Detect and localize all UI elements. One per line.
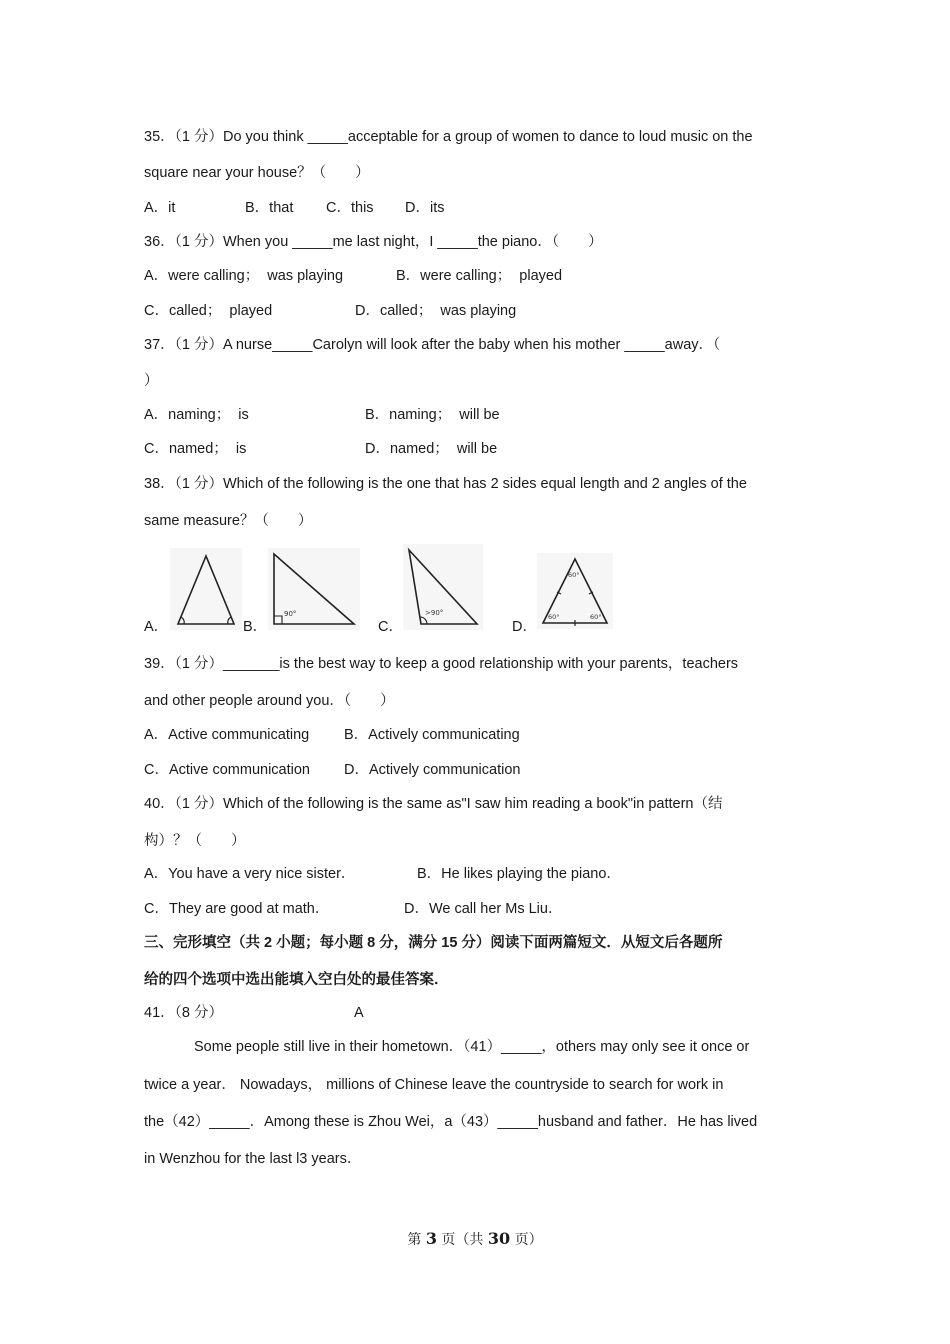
- q41-passage-title: A: [354, 1005, 364, 1021]
- q39-option-c: C．Active communication: [144, 762, 310, 778]
- q37-option-b: B．naming； will be: [365, 407, 500, 423]
- q39-stem-cont: and other people around you．（ ）: [144, 693, 395, 709]
- q38-option-d: D．: [512, 619, 537, 635]
- q40-stem: 40．（1 分）Which of the following is the same as"I saw him reading a book"in pattern（结: [144, 796, 723, 812]
- q35-stem: 35．（1 分）Do you think _____acceptable for a group of women to dance to loud music on the: [144, 129, 753, 145]
- section-heading-cont: 给的四个选项中选出能填入空白处的最佳答案．: [144, 972, 449, 988]
- q35-option-d: D．its: [405, 200, 445, 216]
- q40-option-a: A．You have a very nice sister．: [144, 866, 356, 882]
- triangle-b-figure: [268, 548, 360, 630]
- section-heading: 三、完形填空（共 2 小题；每小题 8 分，满分 15 分）阅读下面两篇短文．从短文后各题所: [144, 935, 723, 951]
- triangle-d-figure: [537, 553, 613, 629]
- q37-option-c: C．named； is: [144, 441, 247, 457]
- q35-option-b: B．that: [245, 200, 294, 216]
- q38-stem: 38．（1 分）Which of the following is the one that has 2 sides equal length and 2 angles of the: [144, 476, 747, 492]
- page-footer: 第 3 页（共 30 页）: [407, 1229, 543, 1248]
- q40-option-d: D．We call her Ms Liu．: [404, 901, 563, 917]
- q39-stem: 39．（1 分）_______is the best way to keep a good relationship with your parents，teachers: [144, 656, 739, 672]
- q38-stem-cont: same measure？（ ）: [144, 513, 313, 529]
- q39-option-a: A．Active communicating: [144, 727, 310, 743]
- q41-passage-line-2: twice a year． Nowadays， millions of Chinese leave the countryside to search for work in: [144, 1077, 724, 1093]
- q38-option-b: B．: [243, 619, 268, 635]
- triangle-c-angle-label: >90°: [425, 609, 444, 617]
- q40-option-c: C．They are good at math．: [144, 901, 330, 917]
- q41-passage-line-3: the（42）_____．Among these is Zhou Wei，a（43）_____husband and father．He has lived: [144, 1114, 758, 1130]
- q41-passage-line-4: in Wenzhou for the last l3 years．: [144, 1151, 362, 1167]
- q36-option-a: A．were calling； was playing: [144, 268, 344, 284]
- q37-option-d: D．named； will be: [365, 441, 498, 457]
- q36-option-b: B．were calling； played: [396, 268, 563, 284]
- triangle-b-angle-label: 90°: [284, 610, 297, 618]
- q37-stem-cont: ）: [144, 373, 159, 389]
- q40-option-b: B．He likes playing the piano．: [417, 866, 621, 882]
- q36-stem: 36．（1 分）When you _____me last night，I _____the piano．（ ）: [144, 234, 603, 250]
- q39-option-d: D．Actively communication: [344, 762, 521, 778]
- q40-stem-cont: 构）？（ ）: [144, 833, 246, 849]
- q35-option-a: A．it: [144, 200, 176, 216]
- q41-passage-line-1: Some people still live in their hometown．（41）_____，others may only see it once or: [194, 1039, 750, 1055]
- q38-option-c: C．: [378, 619, 403, 635]
- triangle-a-figure: [170, 548, 242, 630]
- triangle-d-top-label: 60°: [568, 571, 580, 579]
- q38-option-a: A．: [144, 619, 169, 635]
- q39-option-b: B．Actively communicating: [344, 727, 520, 743]
- q37-option-a: A．naming； is: [144, 407, 249, 423]
- triangle-d-right-label: 60°: [590, 613, 602, 621]
- triangle-d-left-label: 60°: [548, 613, 560, 621]
- q35-option-c: C．this: [326, 200, 374, 216]
- q37-stem: 37．（1 分）A nurse_____Carolyn will look after the baby when his mother _____away．（: [144, 337, 721, 353]
- q41-head: 41．（8 分）: [144, 1005, 223, 1021]
- triangle-c-figure: [403, 544, 483, 630]
- q35-stem-cont: square near your house？（ ）: [144, 165, 370, 181]
- q36-option-d: D．called； was playing: [355, 303, 517, 319]
- q36-option-c: C．called； played: [144, 303, 273, 319]
